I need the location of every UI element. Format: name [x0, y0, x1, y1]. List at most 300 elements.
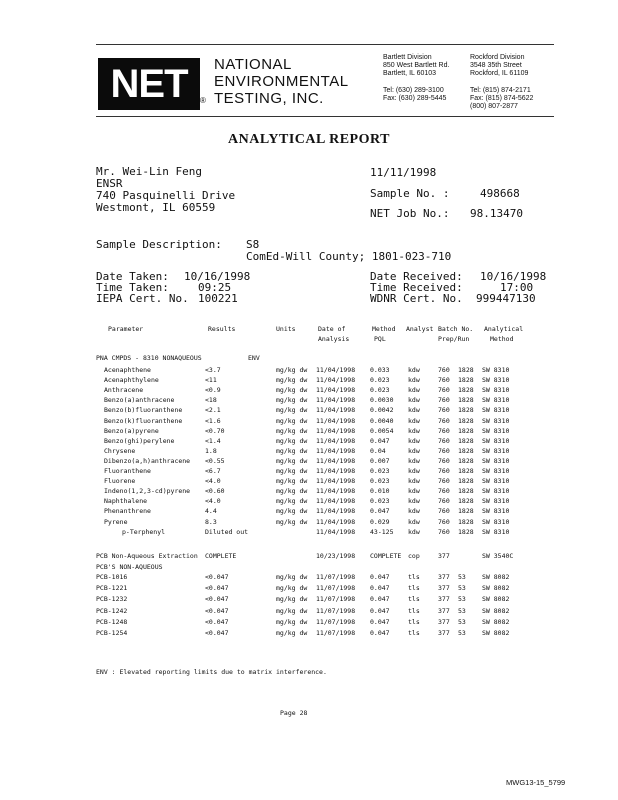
- col-parameter: Parameter: [108, 325, 144, 333]
- cell-method: SW 8310: [482, 456, 510, 465]
- cell-batch-run: 1828: [458, 386, 474, 395]
- cell-units: mg/kg dw: [276, 376, 308, 385]
- cell-parameter: PCB-1242: [96, 606, 128, 615]
- cell-units: mg/kg dw: [276, 606, 308, 615]
- date-taken-label: Date Taken:: [96, 270, 169, 283]
- cell-method: SW 3540C: [482, 552, 514, 560]
- cell-method: SW 8310: [482, 527, 510, 536]
- cell-pql: COMPLETE: [370, 552, 402, 560]
- cell-batch-run: 1828: [458, 487, 474, 496]
- cell-batch-prep: 377: [438, 629, 450, 637]
- cell-method: SW 8310: [482, 436, 510, 445]
- cell-results: <11: [205, 376, 217, 385]
- cell-units: mg/kg dw: [276, 426, 308, 435]
- table-row: [0, 477, 618, 487]
- cell-parameter: Pyrene: [104, 517, 128, 526]
- table-row: [0, 497, 618, 507]
- cell-results: <3.7: [205, 366, 221, 374]
- cell-method: SW 8082: [482, 595, 510, 604]
- cell-batch-prep: 760: [438, 467, 450, 475]
- net-logo: [98, 58, 200, 110]
- cell-pql: 0.047: [370, 573, 390, 581]
- cell-pql: 0.047: [370, 629, 390, 637]
- cell-results: <0.047: [205, 573, 229, 581]
- col-method: Method: [372, 325, 396, 333]
- cell-method: SW 8310: [482, 386, 510, 395]
- cell-results: <2.1: [205, 406, 221, 415]
- rockford-line-1: Rockford Division: [470, 54, 525, 61]
- rockford-line-6: Fax: (815) 874-5622: [470, 94, 534, 102]
- table-row: [0, 507, 618, 517]
- cell-batch-run: 1828: [458, 467, 474, 475]
- cell-units: mg/kg dw: [276, 477, 308, 486]
- wdnr-label: WDNR Cert. No.: [370, 292, 463, 305]
- cell-analyst: kdw: [408, 497, 420, 506]
- cell-pql: 0.047: [370, 584, 390, 593]
- cell-date: 11/04/1998: [316, 487, 356, 496]
- cell-results: <1.4: [205, 436, 221, 445]
- cell-units: mg/kg dw: [276, 629, 308, 637]
- cell-results: <4.0: [205, 497, 221, 506]
- cell-date: 11/04/1998: [316, 497, 356, 506]
- rockford-address: [470, 54, 533, 111]
- cell-analyst: kdw: [408, 386, 420, 395]
- cell-batch-run: 1828: [458, 517, 474, 526]
- cell-parameter: Benzo(k)fluoranthene: [104, 416, 183, 425]
- rockford-line-7: (800) 807-2877: [470, 103, 518, 111]
- cell-analyst: kdw: [408, 426, 420, 435]
- cell-batch-run: 1828: [458, 436, 474, 445]
- table-row: [0, 366, 618, 376]
- cell-parameter: Anthracene: [104, 386, 144, 395]
- cell-parameter: PCB-1248: [96, 617, 128, 626]
- cell-parameter: PCB Non-Aqueous Extraction: [96, 552, 198, 560]
- cell-parameter: Chrysene: [104, 446, 136, 455]
- registered-mark: ®: [200, 96, 206, 105]
- bartlett-spacer: [383, 79, 449, 87]
- cell-batch-prep: 760: [438, 376, 450, 385]
- cell-date: 11/04/1998: [316, 376, 356, 385]
- cell-units: mg/kg dw: [276, 386, 308, 395]
- cell-units: mg/kg dw: [276, 446, 308, 455]
- cell-pql: 0.023: [370, 376, 390, 385]
- cell-results: <4.0: [205, 477, 221, 486]
- cell-batch-prep: 377: [438, 617, 450, 626]
- cell-pql: 43-125: [370, 527, 394, 536]
- cell-analyst: kdw: [408, 396, 420, 405]
- cell-batch-run: 1828: [458, 376, 474, 385]
- cell-batch-run: 1828: [458, 456, 474, 465]
- cell-units: mg/kg dw: [276, 366, 308, 374]
- cell-results: <0.047: [205, 595, 229, 604]
- cell-pql: 0.0030: [370, 396, 394, 405]
- table-row: [0, 417, 618, 427]
- cell-parameter: Phenanthrene: [104, 507, 151, 516]
- table-row: [0, 618, 618, 628]
- cell-date: 11/04/1998: [316, 436, 356, 445]
- footnote: ENV : Elevated reporting limits due to matrix interference.: [96, 668, 327, 676]
- table-row: [0, 427, 618, 437]
- cell-analyst: kdw: [408, 366, 420, 374]
- cell-method: SW 8082: [482, 606, 510, 615]
- cell-method: SW 8310: [482, 406, 510, 415]
- cell-method: SW 8310: [482, 426, 510, 435]
- cell-batch-prep: 760: [438, 456, 450, 465]
- cell-units: mg/kg dw: [276, 406, 308, 415]
- cell-batch-prep: 760: [438, 497, 450, 506]
- cell-date: 11/07/1998: [316, 573, 356, 581]
- header-bottom-rule: [96, 116, 554, 117]
- cell-batch-run: 53: [458, 573, 466, 581]
- cell-units: mg/kg dw: [276, 617, 308, 626]
- sample-no-label: Sample No. :: [370, 187, 450, 200]
- cell-results: <0.55: [205, 456, 225, 465]
- cell-batch-run: 53: [458, 584, 466, 593]
- cell-analyst: kdw: [408, 517, 420, 526]
- report-title: ANALYTICAL REPORT: [228, 132, 390, 147]
- cell-results: <0.047: [205, 617, 229, 626]
- page-number: Page 28: [280, 709, 308, 717]
- cell-units: mg/kg dw: [276, 396, 308, 405]
- cell-method: SW 8082: [482, 629, 510, 637]
- recipient-city: Westmont, IL 60559: [96, 201, 216, 214]
- cell-batch-run: 1828: [458, 366, 474, 374]
- cell-pql: 0.0054: [370, 426, 394, 435]
- cell-batch-prep: 760: [438, 426, 450, 435]
- cell-batch-prep: 760: [438, 446, 450, 455]
- cell-pql: 0.047: [370, 606, 390, 615]
- cell-batch-prep: 377: [438, 573, 450, 581]
- col-prep-run: Prep/Run: [438, 335, 470, 343]
- cell-parameter: p-Terphenyl: [122, 527, 166, 536]
- cell-date: 11/04/1998: [316, 456, 356, 465]
- company-name: [214, 56, 349, 107]
- cell-units: mg/kg dw: [276, 467, 308, 475]
- job-no: 98.13470: [470, 207, 523, 220]
- rockford-line-5: Tel: (815) 874-2171: [470, 86, 531, 94]
- bartlett-address: [383, 54, 449, 103]
- date-taken: 10/16/1998: [184, 270, 251, 283]
- time-taken-label: Time Taken:: [96, 281, 169, 294]
- cell-pql: 0.023: [370, 467, 390, 475]
- col-batch-no: Batch No.: [438, 325, 474, 333]
- cell-pql: 0.007: [370, 456, 390, 465]
- cell-analyst: kdw: [408, 436, 420, 445]
- cell-results: Diluted out: [205, 527, 249, 536]
- cell-batch-prep: 377: [438, 606, 450, 615]
- cell-date: 11/04/1998: [316, 467, 356, 475]
- table-row: [0, 629, 618, 639]
- cell-method: SW 8310: [482, 507, 510, 516]
- cell-date: 11/04/1998: [316, 426, 356, 435]
- cell-batch-prep: 760: [438, 416, 450, 425]
- cell-pql: 0.047: [370, 507, 390, 516]
- cell-results: <1.6: [205, 416, 221, 425]
- cell-date: 11/04/1998: [316, 477, 356, 486]
- cell-batch-prep: 760: [438, 436, 450, 445]
- cell-units: mg/kg dw: [276, 584, 308, 593]
- cell-results: <6.7: [205, 467, 221, 475]
- cell-method: SW 8082: [482, 584, 510, 593]
- sample-desc-label: Sample Description:: [96, 238, 222, 251]
- col-pql: PQL: [374, 335, 386, 343]
- recipient-street: 740 Pasquinelli Drive: [96, 189, 236, 202]
- bartlett-line-3: Bartlett, IL 60103: [383, 70, 437, 78]
- cell-parameter: Benzo(a)anthracene: [104, 396, 175, 405]
- bartlett-line-1: Bartlett Division: [383, 54, 432, 61]
- cell-analyst: kdw: [408, 527, 420, 536]
- cell-batch-prep: 760: [438, 507, 450, 516]
- cell-results: 1.8: [205, 446, 217, 455]
- wdnr-cert-no: 999447130: [476, 292, 536, 305]
- cell-units: mg/kg dw: [276, 487, 308, 496]
- cell-units: mg/kg dw: [276, 416, 308, 425]
- cell-date: 11/07/1998: [316, 617, 356, 626]
- rockford-spacer: [470, 79, 533, 87]
- cell-method: SW 8310: [482, 487, 510, 496]
- cell-analyst: tls: [408, 584, 420, 593]
- cell-units: mg/kg dw: [276, 456, 308, 465]
- cell-analyst: kdw: [408, 487, 420, 496]
- cell-method: SW 8310: [482, 467, 510, 475]
- company-line-1: NATIONAL: [214, 56, 292, 73]
- cell-batch-prep: 760: [438, 527, 450, 536]
- col-analysis: Analysis: [318, 335, 350, 343]
- cell-analyst: kdw: [408, 477, 420, 486]
- table-row: [0, 528, 618, 538]
- cell-parameter: Dibenzo(a,h)anthracene: [104, 456, 191, 465]
- cell-parameter: PCB-1016: [96, 573, 128, 581]
- cell-pql: 0.023: [370, 386, 390, 395]
- time-received: 17:00: [500, 281, 534, 294]
- cell-analyst: kdw: [408, 456, 420, 465]
- cell-analyst: kdw: [408, 376, 420, 385]
- section-pna-flag: ENV: [248, 354, 260, 362]
- cell-analyst: tls: [408, 573, 420, 581]
- time-taken: 09:25: [198, 281, 232, 294]
- cell-pql: 0.033: [370, 366, 390, 374]
- cell-batch-run: 1828: [458, 477, 474, 486]
- cell-analyst: kdw: [408, 406, 420, 415]
- cell-date: 11/07/1998: [316, 584, 356, 593]
- cell-parameter: Acenaphthene: [104, 366, 151, 374]
- bartlett-line-2: 850 West Bartlett Rd.: [383, 62, 450, 70]
- cell-units: mg/kg dw: [276, 573, 308, 581]
- cell-results: <0.047: [205, 629, 229, 637]
- cell-pql: 0.023: [370, 497, 390, 506]
- recipient-company: ENSR: [96, 177, 123, 190]
- table-row: [0, 437, 618, 447]
- cell-units: mg/kg dw: [276, 497, 308, 506]
- cell-pql: 0.029: [370, 517, 390, 526]
- cell-results: 4.4: [205, 507, 217, 516]
- cell-date: 10/23/1998: [316, 552, 356, 560]
- sample-no: 498668: [480, 187, 520, 200]
- cell-date: 11/04/1998: [316, 386, 356, 395]
- cell-analyst: kdw: [408, 467, 420, 475]
- cell-analyst: kdw: [408, 416, 420, 425]
- cell-pql: 0.04: [370, 446, 386, 455]
- table-row: [0, 595, 618, 605]
- sample-desc-text: ComEd-Will County; 1801-023-710: [246, 250, 452, 263]
- cell-batch-run: 1828: [458, 406, 474, 415]
- cell-pql: 0.010: [370, 487, 390, 496]
- table-row: [0, 584, 618, 594]
- table-row: [0, 406, 618, 416]
- cell-batch-run: 1828: [458, 426, 474, 435]
- header-top-rule: [96, 44, 554, 45]
- iepa-cert-no: 100221: [198, 292, 238, 305]
- cell-batch-run: 53: [458, 629, 466, 637]
- company-line-2: ENVIRONMENTAL: [214, 73, 349, 90]
- cell-batch-run: 1828: [458, 497, 474, 506]
- cell-units: mg/kg dw: [276, 507, 308, 516]
- job-no-label: NET Job No.:: [370, 207, 450, 220]
- cell-date: 11/07/1998: [316, 606, 356, 615]
- cell-results: 8.3: [205, 517, 217, 526]
- cell-results: COMPLETE: [205, 552, 237, 560]
- cell-analyst: kdw: [408, 446, 420, 455]
- cell-parameter: Naphthalene: [104, 497, 148, 506]
- table-row: [0, 457, 618, 467]
- cell-batch-run: 53: [458, 595, 466, 604]
- table-row: [0, 573, 618, 583]
- document-id: MWG13-15_5799: [506, 778, 566, 787]
- cell-parameter: Benzo(a)pyrene: [104, 426, 159, 435]
- cell-batch-prep: 760: [438, 396, 450, 405]
- cell-batch-run: 1828: [458, 507, 474, 516]
- cell-parameter: Benzo(b)fluoranthene: [104, 406, 183, 415]
- cell-parameter: PCB-1232: [96, 595, 128, 604]
- cell-method: SW 8310: [482, 446, 510, 455]
- cell-analyst: tls: [408, 629, 420, 637]
- recipient-block: [96, 166, 235, 214]
- cell-results: <0.70: [205, 426, 225, 435]
- cell-parameter: Indeno(1,2,3-cd)pyrene: [104, 487, 191, 496]
- cell-date: 11/04/1998: [316, 366, 356, 374]
- cell-pql: 0.047: [370, 617, 390, 626]
- rockford-line-3: Rockford, IL 61109: [470, 70, 529, 78]
- cell-method: SW 8310: [482, 517, 510, 526]
- col-date-of: Date of: [318, 325, 346, 333]
- cell-results: <0.047: [205, 584, 229, 593]
- cell-date: 11/04/1998: [316, 517, 356, 526]
- date-received: 10/16/1998: [480, 270, 547, 283]
- recipient-name: Mr. Wei-Lin Feng: [96, 165, 202, 178]
- cell-parameter: PCB-1221: [96, 584, 128, 593]
- cell-batch-prep: 760: [438, 487, 450, 496]
- col-units: Units: [276, 325, 296, 333]
- cell-batch-prep: 760: [438, 517, 450, 526]
- cell-pql: 0.0040: [370, 416, 394, 425]
- cell-date: 11/04/1998: [316, 527, 356, 536]
- cell-parameter: Fluoranthene: [104, 467, 151, 475]
- iepa-label: IEPA Cert. No.: [96, 292, 189, 305]
- cell-results: <18: [205, 396, 217, 405]
- bartlett-line-5: Tel: (630) 289-3100: [383, 86, 444, 94]
- cell-batch-run: 1828: [458, 446, 474, 455]
- cell-batch-prep: 760: [438, 366, 450, 374]
- cell-batch-run: 53: [458, 617, 466, 626]
- cell-date: 11/07/1998: [316, 595, 356, 604]
- cell-batch: 377: [438, 552, 450, 560]
- cell-method: SW 8310: [482, 396, 510, 405]
- table-row: [0, 467, 618, 477]
- company-line-3: TESTING, INC.: [214, 90, 324, 107]
- cell-parameter: Benzo(ghi)perylene: [104, 436, 175, 445]
- table-row: [0, 386, 618, 396]
- cell-batch-prep: 377: [438, 584, 450, 593]
- cell-units: mg/kg dw: [276, 517, 308, 526]
- cell-results: <0.9: [205, 386, 221, 395]
- cell-date: 11/07/1998: [316, 629, 356, 637]
- bartlett-line-6: Fax: (630) 289-5445: [383, 94, 447, 102]
- cell-date: 11/04/1998: [316, 416, 356, 425]
- col-results: Results: [208, 325, 236, 333]
- table-row: [0, 518, 618, 528]
- col-analytical: Analytical: [484, 325, 524, 333]
- cell-units: mg/kg dw: [276, 595, 308, 604]
- date-received-label: Date Received:: [370, 270, 463, 283]
- cell-units: mg/kg dw: [276, 436, 308, 445]
- rockford-line-2: 3548 35th Street: [470, 62, 522, 70]
- table-row: [0, 396, 618, 406]
- cell-batch-prep: 760: [438, 477, 450, 486]
- cell-batch-run: 53: [458, 606, 466, 615]
- cell-analyst: tls: [408, 617, 420, 626]
- cell-method: SW 8082: [482, 573, 510, 581]
- cell-parameter: Acenaphthylene: [104, 376, 159, 385]
- time-received-label: Time Received:: [370, 281, 463, 294]
- cell-parameter: PCB-1254: [96, 629, 128, 637]
- table-row: [0, 376, 618, 386]
- cell-date: 11/04/1998: [316, 507, 356, 516]
- logo-text: NET: [110, 62, 188, 106]
- section-pna-title: PNA CMPDS - 8310 NONAQUEOUS: [96, 354, 202, 362]
- cell-batch-run: 1828: [458, 527, 474, 536]
- cell-method: SW 8310: [482, 416, 510, 425]
- col-method-2: Method: [490, 335, 514, 343]
- cell-pql: 0.047: [370, 595, 390, 604]
- cell-analyst: kdw: [408, 507, 420, 516]
- cell-date: 11/04/1998: [316, 406, 356, 415]
- report-date: 11/11/1998: [370, 166, 437, 179]
- cell-batch-prep: 760: [438, 406, 450, 415]
- table-row: [0, 447, 618, 457]
- cell-method: SW 8310: [482, 366, 510, 374]
- cell-date: 11/04/1998: [316, 446, 356, 455]
- cell-pql: 0.023: [370, 477, 390, 486]
- cell-method: SW 8082: [482, 617, 510, 626]
- cell-results: <0.047: [205, 606, 229, 615]
- cell-pql: 0.0042: [370, 406, 394, 415]
- cell-analyst: cop: [408, 552, 420, 560]
- cell-results: <0.60: [205, 487, 225, 496]
- cell-analyst: tls: [408, 606, 420, 615]
- cell-batch-run: 1828: [458, 416, 474, 425]
- cell-pql: 0.047: [370, 436, 390, 445]
- cell-method: SW 8310: [482, 497, 510, 506]
- cell-parameter: Fluorene: [104, 477, 136, 486]
- cell-batch-prep: 377: [438, 595, 450, 604]
- table-row: [0, 607, 618, 617]
- section-pcb-title: PCB'S NON-AQUEOUS: [96, 563, 163, 571]
- cell-method: SW 8310: [482, 376, 510, 385]
- cell-batch-run: 1828: [458, 396, 474, 405]
- pcb-extraction-row: [0, 552, 618, 562]
- cell-batch-prep: 760: [438, 386, 450, 395]
- cell-date: 11/04/1998: [316, 396, 356, 405]
